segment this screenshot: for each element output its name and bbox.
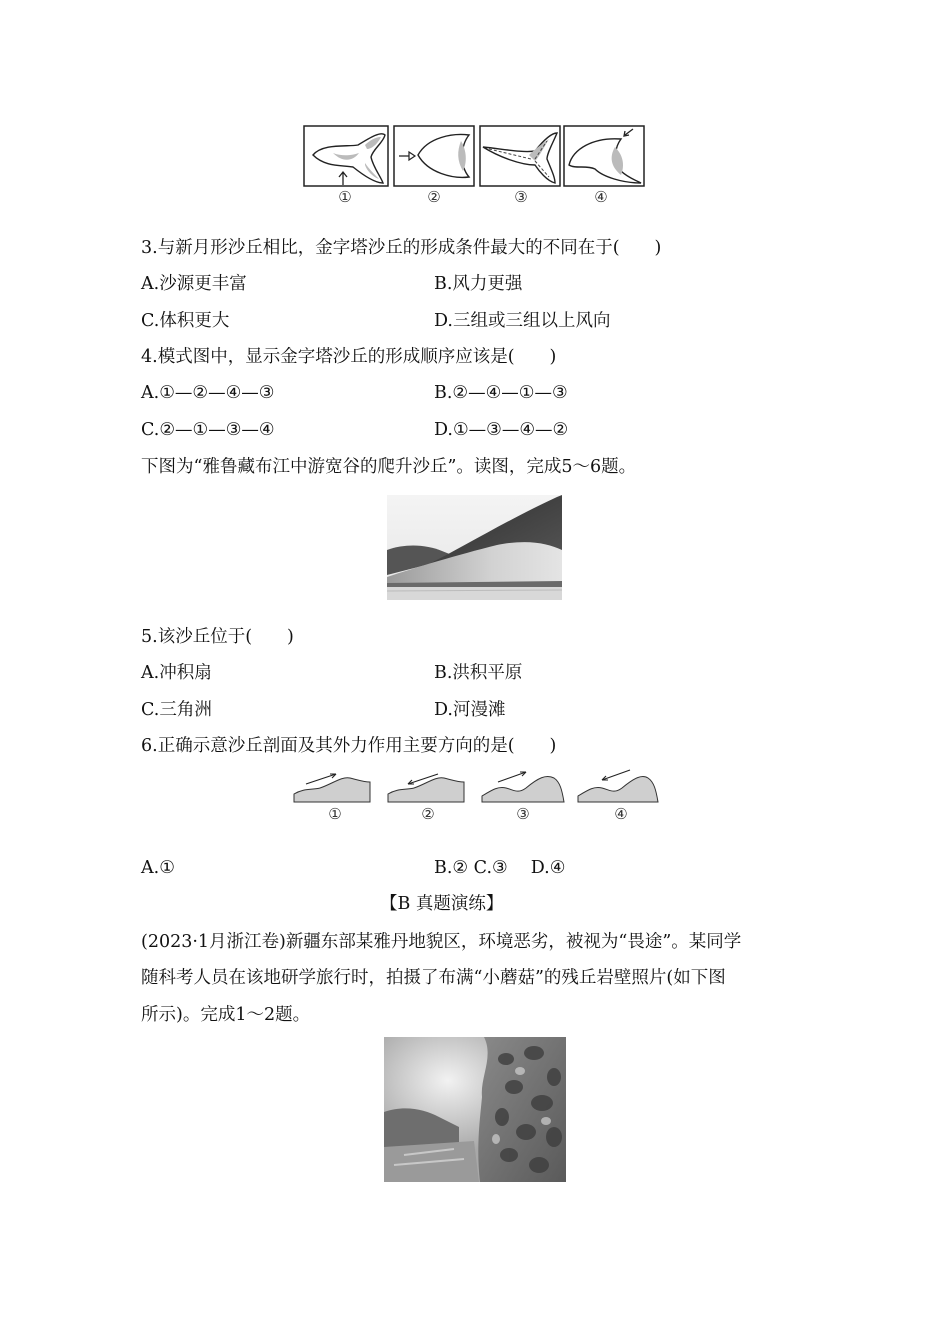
q3-option-d: D.三组或三组以上风向 [434,311,611,331]
q5-stem: 5.该沙丘位于( ) [141,627,294,647]
dune-formation-diagram [303,125,645,189]
climbing-dune-photo [387,495,562,600]
section-b-heading: 【B 真题演练】 [380,894,504,914]
intro-q5-6: 下图为“雅鲁藏布江中游宽谷的爬升沙丘”。读图，完成5～6题。 [141,457,637,477]
dune-panel-2 [394,126,474,186]
q4-option-a: A.①—②—④—③ [141,383,275,403]
q5-option-b: B.洪积平原 [434,663,523,683]
q4-stem: 4.模式图中，显示金字塔沙丘的形成顺序应该是( ) [141,347,557,367]
q6-option-bcd: B.② C.③ D.④ [434,858,566,878]
q6-option-a: A.① [141,858,175,878]
q4-option-d: D.①—③—④—② [434,420,569,440]
profile-label-2: ② [421,805,435,823]
q3-option-a: A.沙源更丰富 [141,274,247,294]
panel-label-1: ① [338,188,352,206]
profile-panel-3 [482,772,564,802]
profile-panel-4 [578,770,658,802]
q5-option-a: A.冲积扇 [141,663,212,683]
q3-option-c: C.体积更大 [141,311,230,331]
profile-panel-1 [294,774,370,802]
profile-label-3: ③ [516,805,530,823]
q4-option-c: C.②—①—③—④ [141,420,275,440]
dune-panel-3 [480,126,560,186]
intro-q1-2-line1: (2023·1月浙江卷)新疆东部某雅丹地貌区，环境恶劣，被视为“畏途”。某同学 [141,932,742,952]
profile-label-1: ① [328,805,342,823]
q5-option-c: C.三角洲 [141,700,212,720]
intro-q1-2-line3: 所示)。完成1～2题。 [141,1005,311,1025]
panel-label-4: ④ [594,188,608,206]
dune-panel-4 [564,126,644,186]
q3-stem: 3.与新月形沙丘相比，金字塔沙丘的形成条件最大的不同在于( ) [141,238,662,258]
q4-option-b: B.②—④—①—③ [434,383,568,403]
q6-stem: 6.正确示意沙丘剖面及其外力作用主要方向的是( ) [141,736,557,756]
profile-panel-2 [388,774,464,802]
dune-profile-diagram [292,768,660,804]
panel-label-2: ② [427,188,441,206]
panel-label-3: ③ [514,188,528,206]
q3-option-b: B.风力更强 [434,274,523,294]
q5-option-d: D.河漫滩 [434,700,506,720]
profile-label-4: ④ [614,805,628,823]
yardang-rock-wall-photo [384,1037,566,1182]
intro-q1-2-line2: 随科考人员在该地研学旅行时，拍摄了布满“小蘑菇”的残丘岩壁照片(如下图 [141,968,726,988]
dune-panel-1 [304,126,388,186]
